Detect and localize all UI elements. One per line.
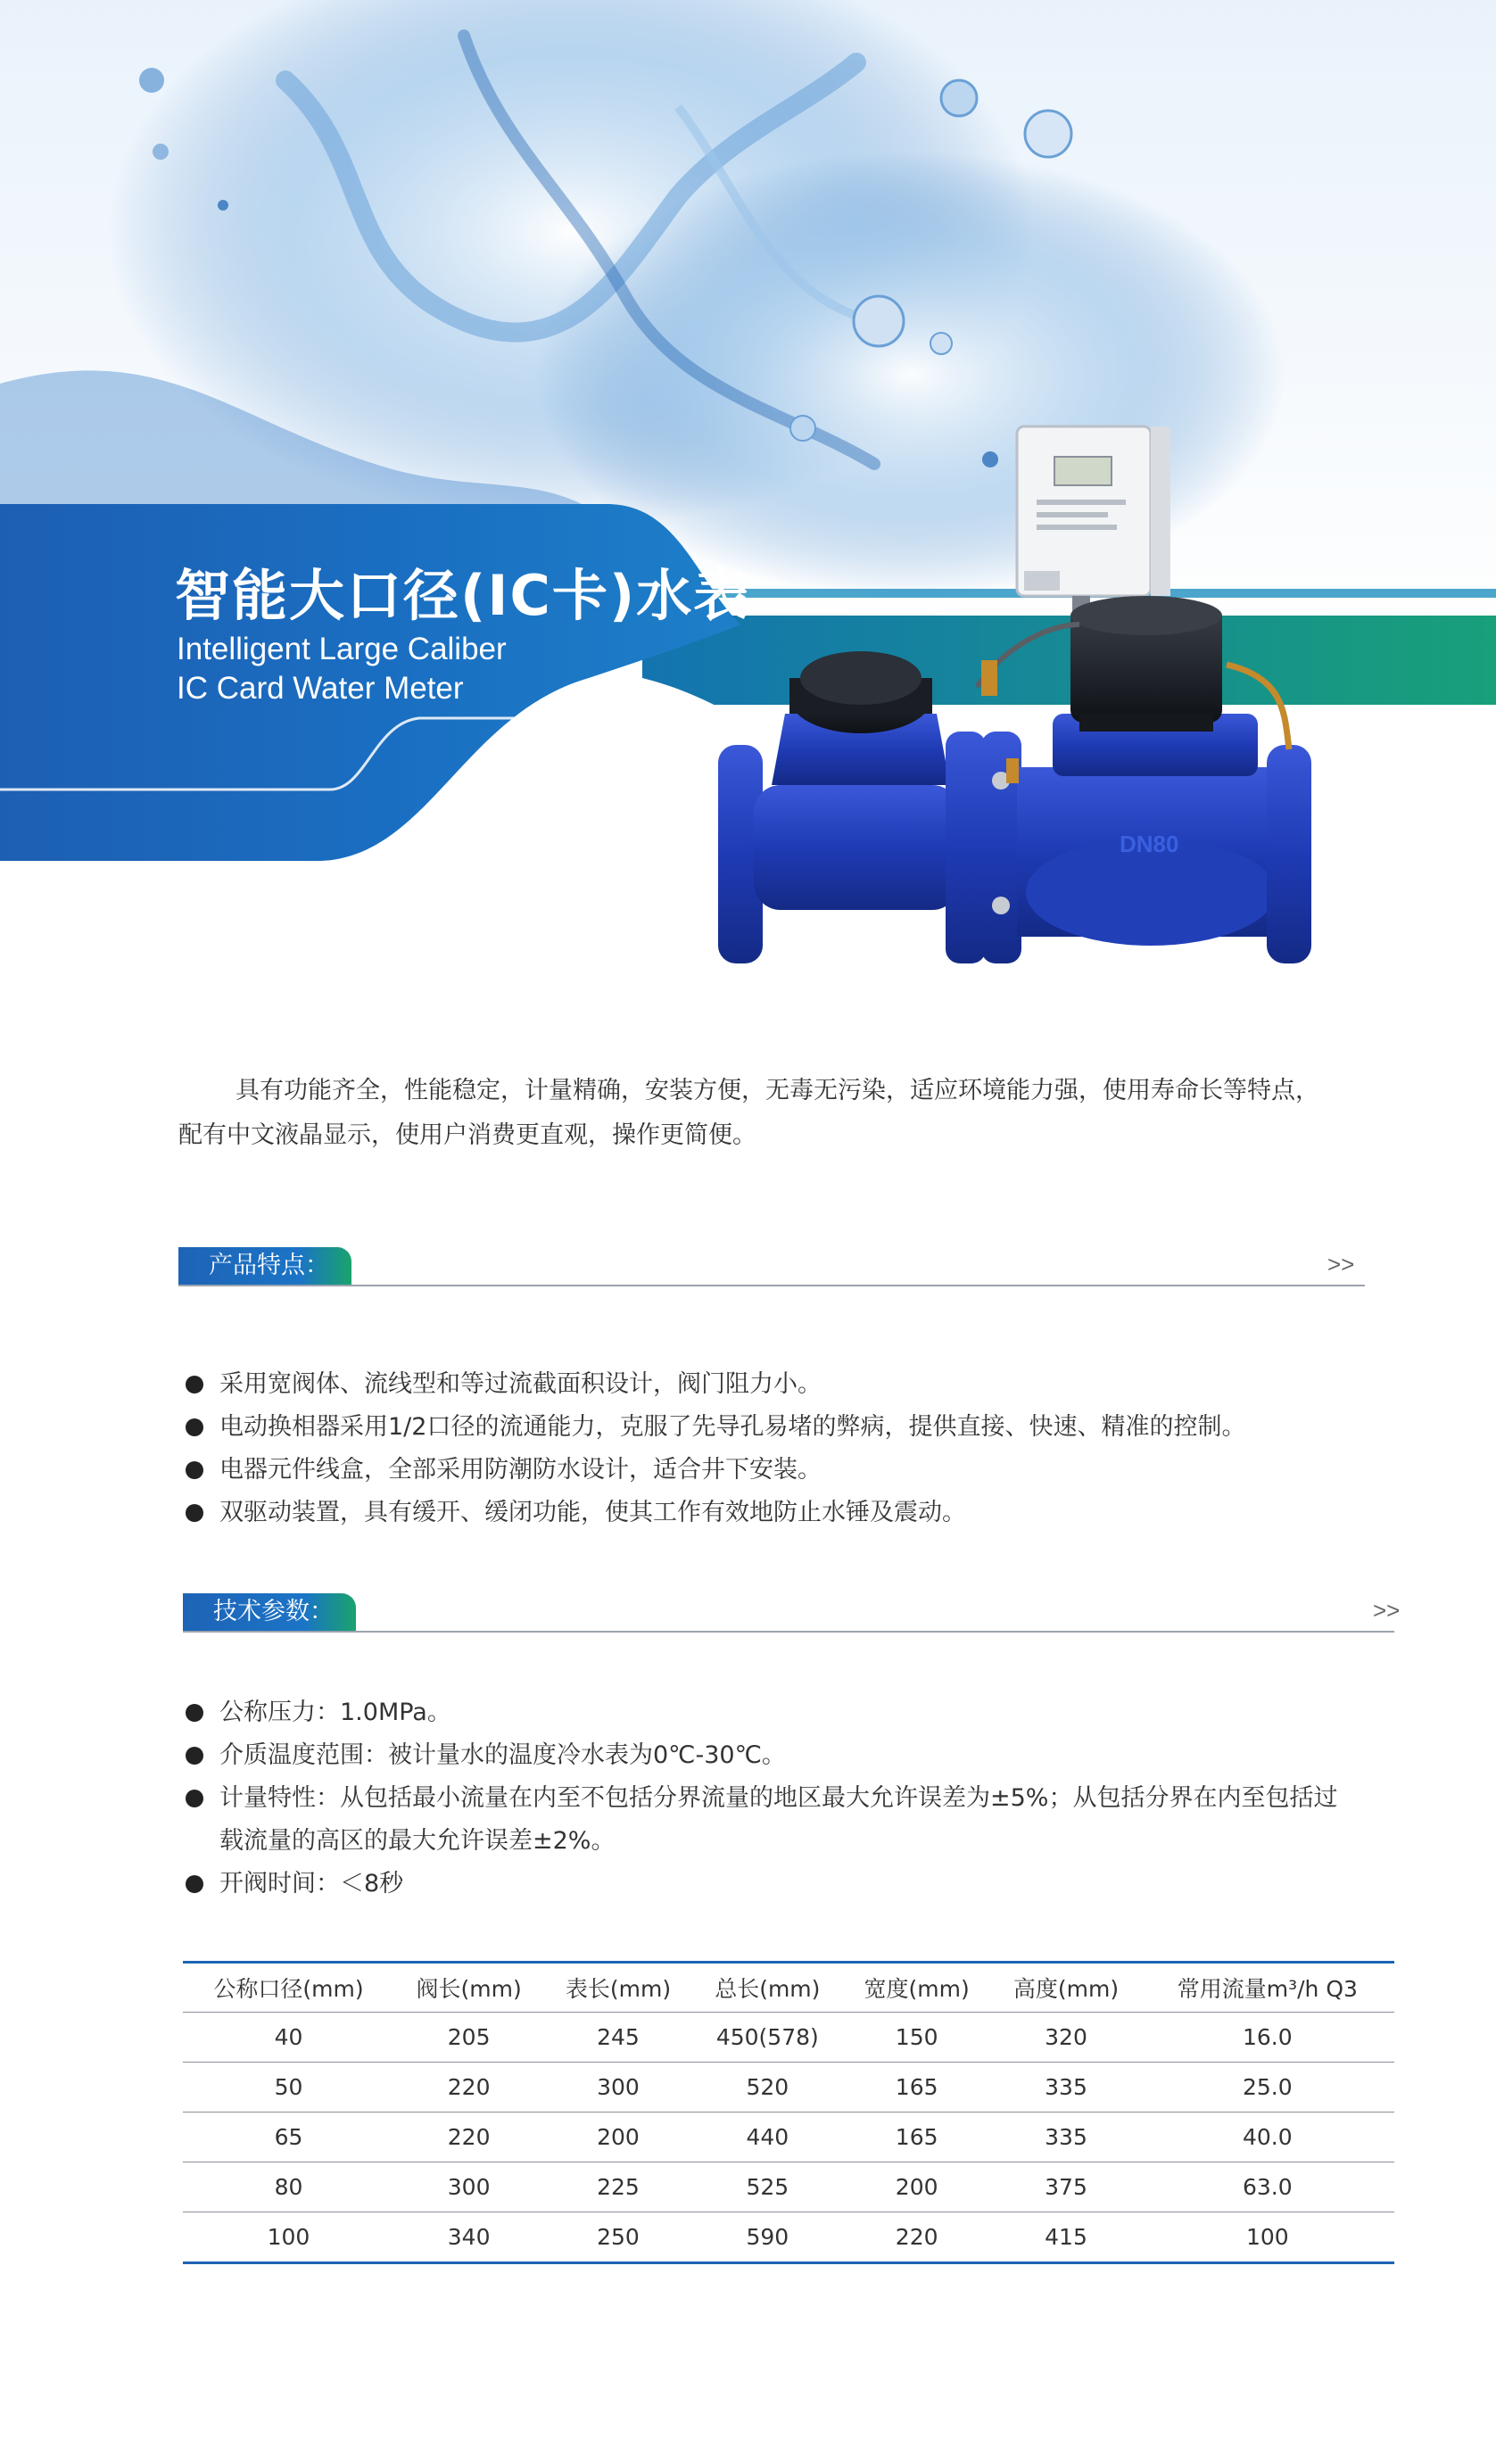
feature-text: 电动换相器采用1/2口径的流通能力，克服了先导孔易堵的弊病，提供直接、快速、精准的控制。 [219, 1413, 1246, 1441]
table-cell: 320 [991, 2013, 1140, 2063]
table-cell: 65 [183, 2113, 394, 2162]
table-cell: 16.0 [1141, 2013, 1394, 2063]
table-cell: 300 [394, 2162, 543, 2212]
tech-text: 计量特性：从包括最小流量在内至不包括分界流量的地区最大允许误差为±5%；从包括分界在内至包括过 [219, 1784, 1338, 1812]
product-title-en-line1: Intelligent Large Caliber [177, 632, 507, 666]
features-divider [178, 1285, 1365, 1286]
table-row [183, 2063, 1394, 2113]
column-header: 高度(mm) [991, 1963, 1140, 2013]
table-cell: 245 [543, 2013, 692, 2063]
table-cell: 200 [842, 2162, 991, 2212]
product-title-en [177, 630, 507, 708]
product-title-cn: 智能大口径(IC卡)水表 [175, 563, 751, 628]
column-header: 宽度(mm) [842, 1963, 991, 2013]
table-cell: 590 [693, 2212, 842, 2263]
bullet-dot [186, 1790, 203, 1807]
table-cell: 165 [842, 2113, 991, 2162]
table-cell: 440 [693, 2113, 842, 2162]
list-item [186, 1691, 1408, 1734]
table-cell: 100 [183, 2212, 394, 2263]
meter-dn-label: DN80 [1120, 831, 1179, 857]
tech-more-arrow: >> [1373, 1597, 1401, 1624]
list-item [186, 1863, 1408, 1906]
tech-text: 介质温度范围：被计量水的温度冷水表为0℃-30℃。 [219, 1741, 786, 1769]
column-header: 阀长(mm) [394, 1963, 543, 2013]
list-item [186, 1777, 1408, 1820]
table-cell: 340 [394, 2212, 543, 2263]
table-cell: 220 [842, 2212, 991, 2263]
table-cell: 450(578) [693, 2013, 842, 2063]
bullet-dot [186, 1418, 203, 1436]
table-cell: 525 [693, 2162, 842, 2212]
table-cell: 225 [543, 2162, 692, 2212]
tech-section-header [183, 1593, 1401, 1633]
table-cell: 520 [693, 2063, 842, 2113]
bullet-dot [186, 1875, 203, 1893]
intro-line-2: 配有中文液晶显示，使用户消费更直观，操作更简便。 [178, 1121, 756, 1149]
bullet-dot [186, 1461, 203, 1479]
table-cell: 335 [991, 2063, 1140, 2113]
column-header: 表长(mm) [543, 1963, 692, 2013]
table-cell: 80 [183, 2162, 394, 2212]
product-intro [178, 1069, 1365, 1158]
table-cell: 375 [991, 2162, 1140, 2212]
hero-artwork [0, 0, 1496, 1071]
table-cell: 40 [183, 2013, 394, 2063]
table-cell: 25.0 [1141, 2063, 1394, 2113]
table-row [183, 2212, 1394, 2263]
table-header-row [183, 1963, 1394, 2013]
table-row [183, 2162, 1394, 2212]
column-header: 公称口径(mm) [183, 1963, 394, 2013]
bullet-dot [186, 1376, 203, 1393]
table-cell: 220 [394, 2063, 543, 2113]
bullet-dot [186, 1747, 203, 1765]
table-cell: 150 [842, 2013, 991, 2063]
table-cell: 335 [991, 2113, 1140, 2162]
spec-table [183, 1961, 1394, 2264]
table-cell: 415 [991, 2212, 1140, 2263]
features-section-header [178, 1247, 1365, 1286]
feature-text: 采用宽阀体、流线型和等过流截面积设计，阀门阻力小。 [219, 1370, 822, 1398]
tech-text: 开阀时间：＜8秒 [219, 1870, 404, 1898]
table-cell: 200 [543, 2113, 692, 2162]
list-item [186, 1449, 1390, 1492]
table-cell: 220 [394, 2113, 543, 2162]
bullet-dot [186, 1504, 203, 1522]
table-cell: 63.0 [1141, 2162, 1394, 2212]
table-row [183, 2013, 1394, 2063]
table-cell: 50 [183, 2063, 394, 2113]
tech-text-continued: 载流量的高区的最大允许误差±2%。 [219, 1827, 616, 1855]
list-item [186, 1363, 1390, 1406]
tech-list [186, 1691, 1408, 1906]
table-cell: 100 [1141, 2212, 1394, 2263]
table-cell: 165 [842, 2063, 991, 2113]
table-cell: 40.0 [1141, 2113, 1394, 2162]
tech-divider [183, 1631, 1394, 1633]
table-row [183, 2113, 1394, 2162]
tech-text: 公称压力：1.0MPa。 [219, 1699, 451, 1726]
table-cell: 205 [394, 2013, 543, 2063]
table-cell: 300 [543, 2063, 692, 2113]
tech-heading: 技术参数： [183, 1593, 356, 1631]
list-item [186, 1492, 1390, 1534]
column-header: 总长(mm) [693, 1963, 842, 2013]
intro-line-1: 具有功能齐全，性能稳定，计量精确，安装方便，无毒无污染，适应环境能力强，使用寿命长等特点， [236, 1077, 1319, 1104]
list-item [186, 1406, 1390, 1449]
table-cell: 250 [543, 2212, 692, 2263]
hero-banner [0, 0, 1496, 1071]
feature-text: 电器元件线盒，全部采用防潮防水设计，适合井下安装。 [219, 1456, 822, 1484]
column-header: 常用流量m³/h Q3 [1141, 1963, 1394, 2013]
features-more-arrow: >> [1327, 1251, 1355, 1277]
feature-text: 双驱动装置，具有缓开、缓闭功能，使其工作有效地防止水锤及震动。 [219, 1499, 966, 1526]
features-list [186, 1363, 1390, 1534]
bullet-dot [186, 1704, 203, 1722]
list-item [186, 1820, 1408, 1863]
product-title-en-line2: IC Card Water Meter [177, 671, 464, 706]
list-item [186, 1734, 1408, 1777]
features-heading: 产品特点： [178, 1247, 351, 1285]
